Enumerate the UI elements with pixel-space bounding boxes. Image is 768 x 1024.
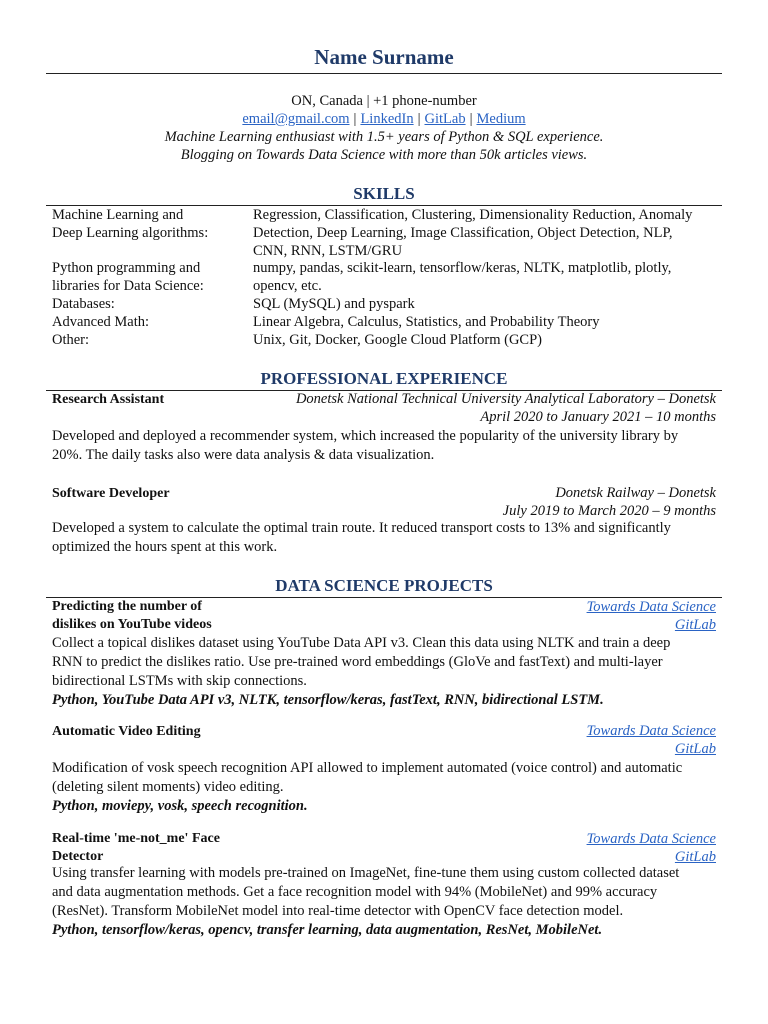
job-title: Software Developer: [52, 486, 170, 501]
experience-heading: PROFESSIONAL EXPERIENCE: [260, 369, 508, 388]
towards-data-science-link[interactable]: Towards Data Science: [586, 599, 716, 615]
project-description: Using transfer learning with models pre-trained on ImageNet, fine-tune them using custom collected dataset and data augmentation methods. Get a face recognition model with 94% (MobileNet) and 99% accuracy (ResNet). Transform MobileNet model into real-time detector with OpenCV face detection model. Python, tensorflow/keras, opencv, transfer learning, data augmentation, ResNet, MobileNet.: [52, 864, 722, 940]
skill-value: Unix, Git, Docker, Google Cloud Platform (GCP): [253, 332, 542, 348]
gitlab-link[interactable]: GitLab: [424, 111, 466, 127]
location-phone: ON, Canada | +1 phone-number: [291, 93, 477, 109]
separator: |: [353, 111, 357, 127]
separator: |: [417, 111, 421, 127]
projects-heading: DATA SCIENCE PROJECTS: [275, 576, 493, 595]
job-description: Developed and deployed a recommender system, which increased the popularity of the university library by 20%. The daily tasks also were data analysis & data visualization.: [52, 428, 679, 463]
linkedin-link[interactable]: LinkedIn: [360, 111, 414, 127]
job-dates: July 2019 to March 2020 – 9 months: [502, 503, 716, 519]
skill-label: Advanced Math:: [52, 314, 150, 330]
project-description: Modification of vosk speech recognition API allowed to implement automated (voice control) and automatic (deleting silent moments) video editing. Python, moviepy, vosk, speech recognition.: [52, 759, 722, 816]
project-title: Predicting the number of dislikes on YouTube videos: [52, 599, 212, 632]
job-organization: Donetsk Railway – Donetsk: [555, 485, 716, 501]
gitlab-link[interactable]: GitLab: [674, 741, 716, 757]
summary-line-2: Blogging on Towards Data Science with more than 50k articles views.: [180, 147, 588, 163]
skill-label: Python programming and libraries for Data Science:: [52, 260, 204, 294]
skill-label: Other:: [52, 332, 90, 348]
gitlab-link[interactable]: GitLab: [674, 617, 716, 633]
job-organization: Donetsk National Technical University Analytical Laboratory – Donetsk: [295, 391, 716, 407]
project-tech: Python, tensorflow/keras, opencv, transfer learning, data augmentation, ResNet, MobileNet.: [52, 922, 603, 938]
summary-line-1: Machine Learning enthusiast with 1.5+ years of Python & SQL experience.: [164, 129, 604, 145]
project-links: [587, 830, 716, 866]
project-tech: Python, YouTube Data API v3, NLTK, tensorflow/keras, fastText, RNN, bidirectional LSTM.: [52, 692, 604, 708]
skill-label: Machine Learning and Deep Learning algorithms:: [52, 207, 209, 241]
contact-links: [0, 110, 768, 128]
skill-label: Databases:: [52, 296, 115, 312]
towards-data-science-link[interactable]: Towards Data Science: [586, 723, 716, 739]
skill-value: Regression, Classification, Clustering, Dimensionality Reduction, Anomaly Detection, Deep Learning, Image Classification, Object Detection, NLP, CNN, RNN, LSTM/GRU: [253, 207, 693, 259]
job-dates: April 2020 to January 2021 – 10 months: [480, 409, 716, 425]
resume-name: Name Surname: [314, 45, 454, 69]
towards-data-science-link[interactable]: Towards Data Science: [586, 831, 716, 847]
project-tech: Python, moviepy, vosk, speech recognition.: [52, 798, 308, 814]
job-description: Developed a system to calculate the optimal train route. It reduced transport costs to 13% and significantly optimized the hours spent at this work.: [52, 520, 671, 555]
skill-value: Linear Algebra, Calculus, Statistics, and Probability Theory: [253, 314, 600, 330]
job-title: Research Assistant: [52, 392, 165, 407]
project-title: Real-time 'me-not_me' Face Detector: [52, 831, 220, 864]
divider: [46, 73, 722, 74]
project-description: Collect a topical dislikes dataset using YouTube Data API v3. Clean this data using NLTK and train a deep RNN to predict the dislikes ratio. Use pre-trained word embeddings (GloVe and fastText) and multi-layer bidirectional LSTMs with skip connections. Python, YouTube Data API v3, NLTK, tensorflow/keras, fastText, RNN, bidirectional LSTM.: [52, 634, 722, 710]
skill-value: numpy, pandas, scikit-learn, tensorflow/keras, NLTK, matplotlib, plotly, opencv, etc.: [253, 260, 672, 294]
project-links: [587, 722, 716, 758]
email-link[interactable]: email@gmail.com: [242, 111, 350, 127]
separator: |: [469, 111, 473, 127]
skill-value: SQL (MySQL) and pyspark: [253, 296, 415, 312]
project-links: [587, 598, 716, 634]
gitlab-link[interactable]: GitLab: [674, 849, 716, 865]
skills-heading: SKILLS: [353, 184, 415, 203]
project-title: Automatic Video Editing: [52, 724, 201, 739]
medium-link[interactable]: Medium: [476, 111, 526, 127]
